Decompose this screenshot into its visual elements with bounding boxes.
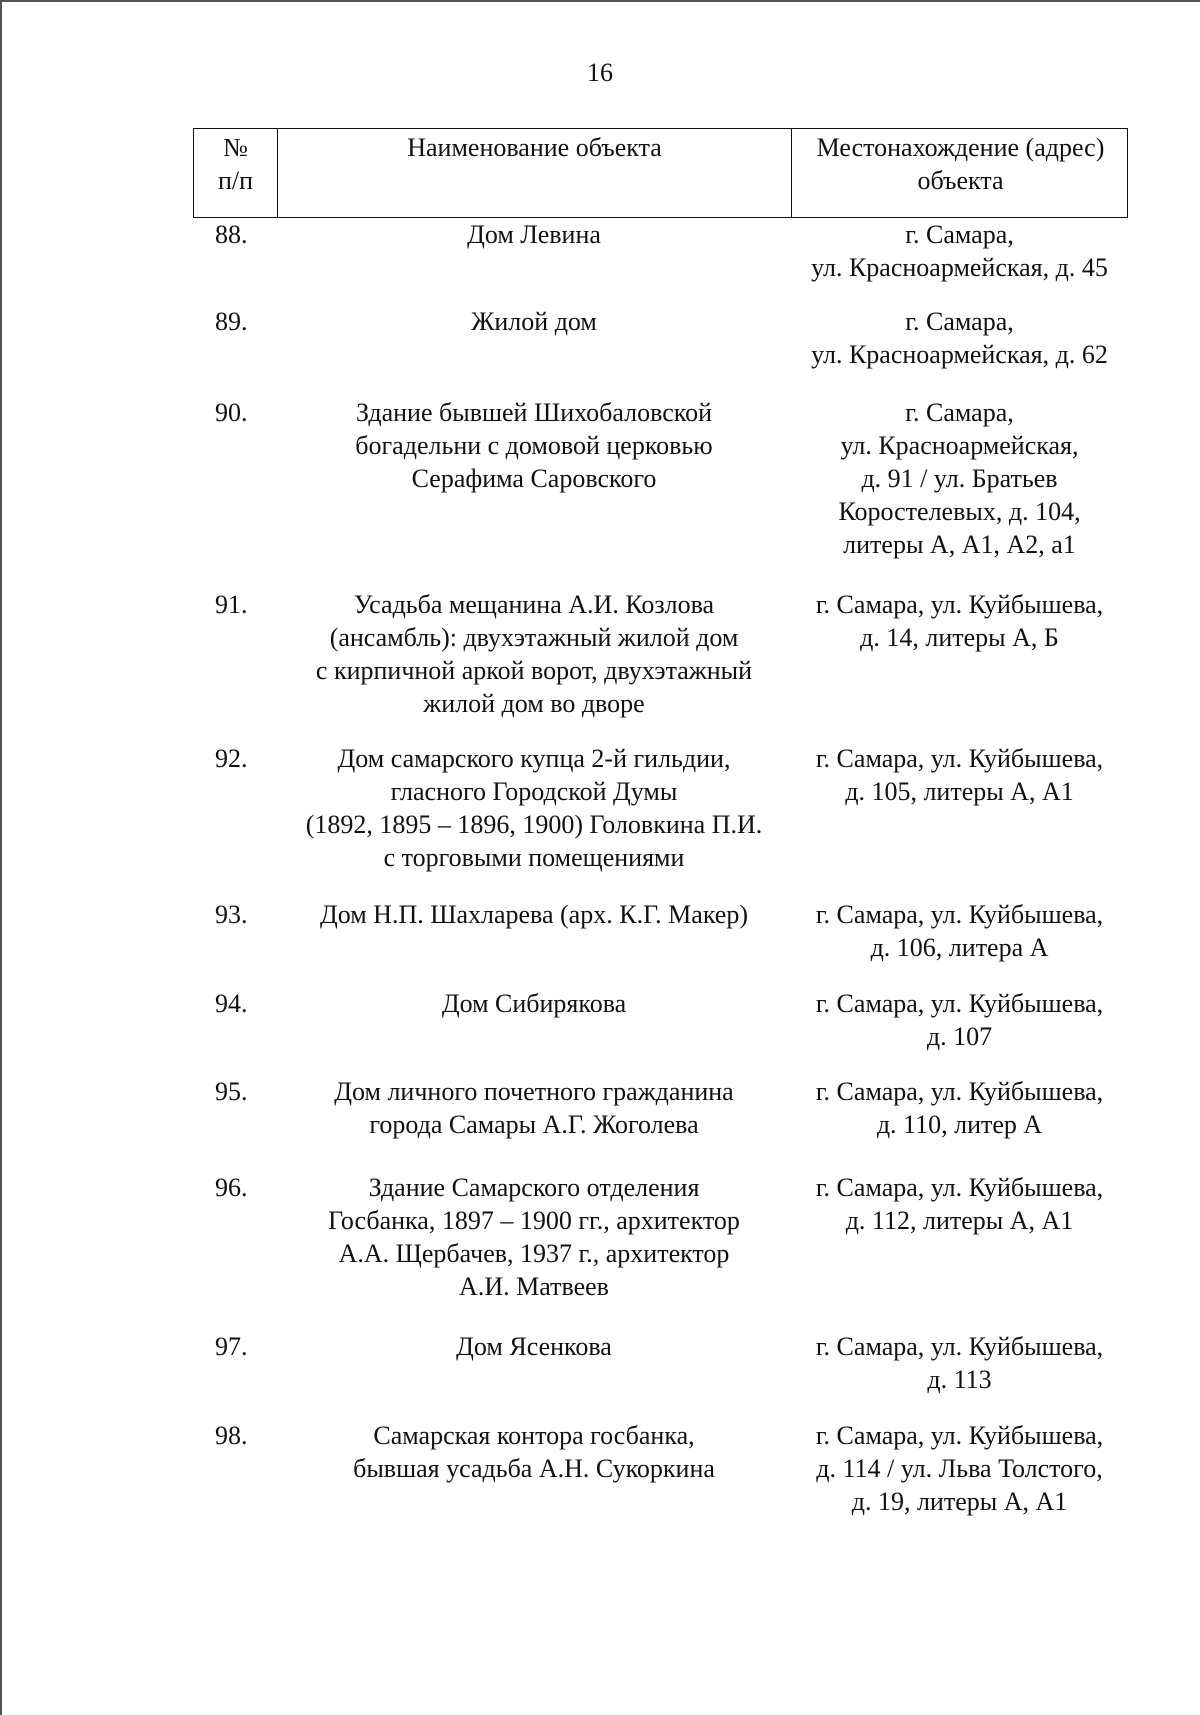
header-num-line: № [223,133,248,162]
object-name-line: Здание бывшей Шихобаловской [356,398,712,427]
object-name-line: с кирпичной аркой ворот, двухэтажный [315,656,753,685]
object-address [791,588,1128,654]
object-name [277,1075,791,1141]
object-name [277,588,791,720]
object-address [791,1419,1128,1518]
object-name-line: (ансамбль): двухэтажный жилой дом [329,623,739,652]
object-name-line: Дом самарского купца 2-й гильдии, [337,744,731,773]
header-name-line: Наименование объекта [407,133,662,162]
row-number: 95. [215,1077,248,1106]
object-address-line: Коростелевых, д. 104, [838,497,1081,526]
object-address-line: ул. Красноармейская, д. 62 [811,340,1108,369]
row-number: 96. [215,1173,248,1202]
object-address-line: д. 113 [927,1365,992,1394]
object-address [791,218,1128,284]
object-name-line: Дом Сибирякова [441,989,627,1018]
object-name-line: города Самары А.Г. Жоголева [369,1110,699,1139]
object-address-line: д. 110, литер А [876,1110,1043,1139]
object-name-line: Дом личного почетного гражданина [334,1077,734,1106]
object-name [277,1171,791,1303]
object-address-line: д. 19, литеры А, А1 [851,1487,1068,1516]
object-name-line: Здание Самарского отделения [368,1173,700,1202]
object-address-line: г. Самара, ул. Куйбышева, [815,1421,1104,1450]
object-name-line: жилой дом во дворе [423,689,645,718]
object-name-line: Госбанка, 1897 – 1900 гг., архитектор [328,1206,740,1235]
object-address-line: д. 14, литеры А, Б [860,623,1059,652]
row-number: 88. [215,220,248,249]
object-name [277,1330,791,1363]
object-address-line: г. Самара, ул. Куйбышева, [815,900,1104,929]
object-address-line: ул. Красноармейская, [840,431,1079,460]
object-address [791,898,1128,964]
header-address-line: Местонахождение (адрес) [816,133,1105,162]
object-address-line: ул. Красноармейская, д. 45 [811,253,1108,282]
object-name-line: Дом Н.П. Шахларева (арх. К.Г. Макер) [319,900,749,929]
object-address-line: г. Самара, [905,307,1014,336]
object-address-line: г. Самара, ул. Куйбышева, [815,590,1104,619]
row-number: 90. [215,398,248,427]
table-header [193,128,1128,218]
object-name-line: Усадьба мещанина А.И. Козлова [353,590,715,619]
object-name [277,1419,791,1485]
object-address [791,1330,1128,1396]
row-number: 92. [215,744,248,773]
object-address [791,1171,1128,1237]
object-address-line: г. Самара, [905,398,1014,427]
header-num-line: п/п [217,166,254,195]
page-number: 16 [587,58,613,87]
object-address-line: д. 112, литеры А, А1 [845,1206,1074,1235]
object-address-line: г. Самара, [905,220,1014,249]
object-address [791,1075,1128,1141]
object-address [791,742,1128,808]
object-name [277,742,791,874]
object-name-line: Дом Ясенкова [456,1332,612,1361]
object-address-line: г. Самара, ул. Куйбышева, [815,1173,1104,1202]
object-name-line: Дом Левина [467,220,601,249]
object-address-line: г. Самара, ул. Куйбышева, [815,1332,1104,1361]
row-number: 94. [215,989,248,1018]
object-name-line: с торговыми помещениями [383,843,685,872]
header-address-column [792,129,1129,217]
header-num-column [194,129,278,217]
object-address-line: г. Самара, ул. Куйбышева, [815,744,1104,773]
page-edge-left [0,0,2,1715]
object-address-line: г. Самара, ул. Куйбышева, [815,989,1104,1018]
header-name-column [278,129,792,217]
object-name-line: богадельни с домовой церковью [355,431,713,460]
object-name-line: гласного Городской Думы [390,777,678,806]
object-name-line: Жилой дом [471,307,597,336]
row-number: 93. [215,900,248,929]
header-address-line: объекта [917,166,1004,195]
object-name [277,218,791,251]
row-number: 98. [215,1421,248,1450]
object-name [277,305,791,338]
object-address [791,396,1128,561]
object-name-line: Серафима Саровского [411,464,657,493]
object-address-line: д. 107 [926,1022,993,1051]
object-name-line: Самарская контора госбанка, [373,1421,695,1450]
object-address [791,987,1128,1053]
object-name-line: А.И. Матвеев [459,1272,609,1301]
row-number: 97. [215,1332,248,1361]
object-address-line: д. 91 / ул. Братьев [861,464,1058,493]
object-address-line: литеры А, А1, А2, а1 [843,530,1076,559]
object-name [277,396,791,495]
object-address-line: г. Самара, ул. Куйбышева, [815,1077,1104,1106]
object-address-line: д. 114 / ул. Льва Толстого, [816,1454,1103,1483]
object-name-line: (1892, 1895 – 1896, 1900) Головкина П.И. [305,810,763,839]
object-name-line: бывшая усадьба А.Н. Сукоркина [353,1454,715,1483]
page-edge-top [0,0,1200,2]
row-number: 89. [215,307,248,336]
object-name [277,898,791,931]
object-name [277,987,791,1020]
object-address-line: д. 106, литера А [870,933,1049,962]
row-number: 91. [215,590,248,619]
object-address-line: д. 105, литеры А, А1 [845,777,1074,806]
object-address [791,305,1128,371]
object-name-line: А.А. Щербачев, 1937 г., архитектор [338,1239,730,1268]
